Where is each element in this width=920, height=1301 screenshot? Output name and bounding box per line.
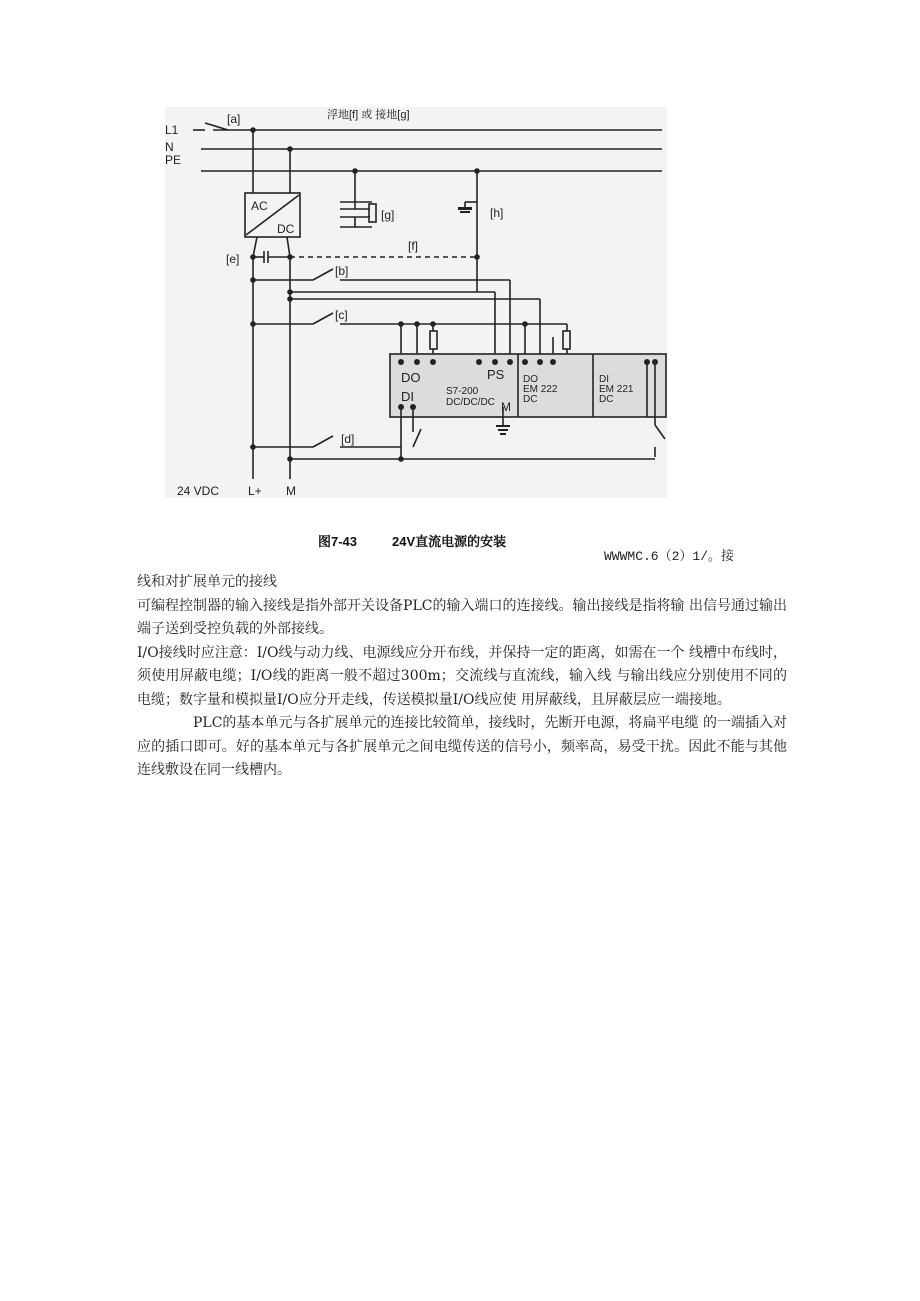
terminal	[522, 359, 528, 365]
node	[287, 146, 293, 152]
label-l1: L1	[165, 123, 179, 137]
node	[398, 456, 404, 462]
figure-title: 24V直流电源的安装	[392, 534, 507, 549]
body-text	[137, 571, 787, 783]
label-pe: PE	[165, 153, 182, 167]
figure-number: 图7-43	[318, 534, 358, 549]
label-a: [a]	[227, 112, 241, 126]
resistor-g	[369, 204, 376, 222]
ps-out-m	[287, 237, 290, 257]
terminal	[410, 404, 416, 410]
label-c: [c]	[335, 308, 348, 322]
node	[352, 168, 358, 174]
label-do: DO	[401, 370, 421, 385]
node	[474, 168, 480, 174]
wiring-diagram-svg	[165, 107, 667, 498]
node	[250, 321, 256, 327]
label-lplus: L+	[248, 484, 262, 498]
earth-symbol-m	[498, 429, 508, 431]
terminal	[398, 359, 404, 365]
label-m-bottom: M	[286, 484, 296, 498]
earth-symbol-h	[460, 211, 470, 213]
node	[430, 321, 436, 327]
earth-symbol-h	[458, 207, 472, 210]
label-g: [g]	[381, 208, 395, 222]
terminal	[652, 359, 658, 365]
earth-symbol-m	[500, 433, 506, 435]
paragraph-input-output: 可编程控制器的输入接线是指外部开关设备PLC的输入端口的连接线。输出接线是指将输 出信号通过输出端子送到受控负载的外部接线。	[137, 597, 787, 637]
terminal	[414, 359, 420, 365]
wiring-diagram	[165, 107, 667, 498]
terminal	[430, 359, 436, 365]
terminal	[398, 404, 404, 410]
label-cpu-type: DC/DC/DC	[446, 397, 495, 408]
terminal	[550, 359, 556, 365]
node	[474, 254, 480, 260]
switch-b	[313, 269, 333, 280]
terminal	[476, 359, 482, 365]
label-di: DI	[401, 389, 414, 404]
terminal	[492, 359, 498, 365]
ps-out-l	[253, 237, 257, 257]
paragraph-heading: 线和对扩展单元的接线	[137, 574, 277, 590]
switch-em221	[655, 425, 665, 439]
label-em222-do: DO	[523, 374, 538, 385]
terminal	[507, 359, 513, 365]
label-em222-dc: DC	[523, 394, 538, 405]
figure-caption	[318, 531, 506, 550]
label-m-terminal: M	[501, 400, 511, 414]
node	[250, 127, 256, 133]
node	[287, 289, 293, 295]
paragraph-io-notes: I/O接线时应注意：I/O线与动力线、电源线应分开布线，并保持一定的距离，如需在一个 线槽中布线时，须使用屏蔽电缆；I/O线的距离一般不超过300m；交流线与直流线，输入线 与输出线应分别使用不同的电缆；数字量和模拟量I/O应分开走线，传送模拟量I/O线应使 用屏蔽线，且屏蔽层应一端接地。	[137, 644, 787, 708]
node	[398, 321, 404, 327]
label-e: [e]	[226, 252, 240, 266]
node	[250, 277, 256, 283]
switch-a	[205, 123, 228, 130]
terminal	[537, 359, 543, 365]
label-d: [d]	[341, 432, 355, 446]
earth-symbol-m	[496, 425, 510, 427]
label-em221-di: DI	[599, 374, 609, 385]
node	[250, 254, 256, 260]
label-em221-model: EM 221	[599, 384, 634, 395]
label-float-ground: 浮地[f] 或 接地[g]	[327, 109, 410, 121]
label-em221-dc: DC	[599, 394, 614, 405]
label-b: [b]	[335, 264, 349, 278]
load-em222	[563, 331, 570, 349]
label-f: [f]	[408, 239, 419, 253]
terminal	[644, 359, 650, 365]
label-ac: AC	[251, 199, 268, 213]
label-h: [h]	[490, 206, 504, 220]
label-ps: PS	[487, 367, 505, 382]
paragraph-expansion: PLC的基本单元与各扩展单元的连接比较简单，接线时，先断开电源，将扁平电缆 的一端插入对应的插口即可。好的基本单元与各扩展单元之间电缆传送的信号小，频率高，易受干扰。因此不能与其他连线敷设在同一线槽内。	[137, 715, 787, 778]
switch-c	[313, 313, 333, 324]
node	[522, 321, 528, 327]
load-do	[430, 331, 437, 349]
label-24vdc: 24 VDC	[177, 484, 220, 498]
node	[414, 321, 420, 327]
node	[287, 254, 293, 260]
node	[287, 456, 293, 462]
label-n: N	[165, 140, 174, 154]
code-fragment: WWWMC.6（2）1/。接	[604, 549, 735, 564]
switch-di	[413, 429, 421, 447]
label-cpu-model: S7-200	[446, 386, 479, 397]
node	[250, 444, 256, 450]
label-dc: DC	[277, 222, 295, 236]
switch-d	[313, 436, 333, 447]
label-em222-model: EM 222	[523, 384, 558, 395]
node	[287, 296, 293, 302]
